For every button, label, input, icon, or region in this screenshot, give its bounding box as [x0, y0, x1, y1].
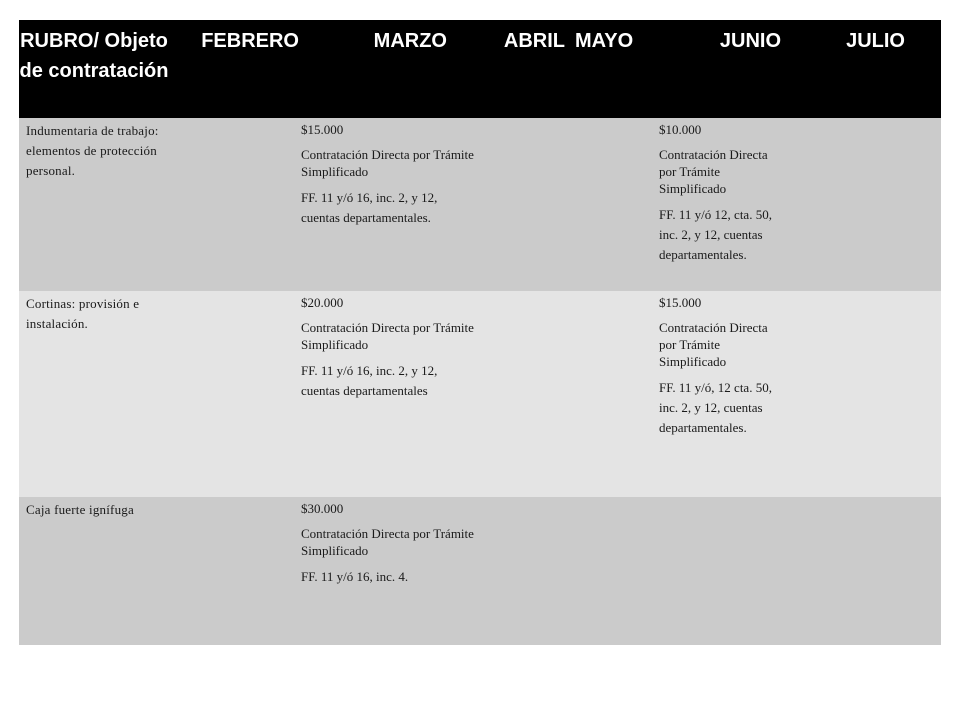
header-abril: ABRIL [503, 30, 565, 52]
junio-cell [659, 291, 789, 497]
febrero-cell [169, 291, 299, 497]
julio-cell [789, 118, 941, 291]
abril-cell [479, 291, 569, 497]
marzo-cell [299, 291, 479, 497]
header-julio: JULIO [846, 30, 905, 52]
table-row [19, 497, 941, 645]
febrero-cell [169, 497, 299, 645]
header-mayo: MAYO [575, 30, 634, 52]
febrero-cell [169, 118, 299, 291]
abril-cell [479, 497, 569, 645]
marzo-cell [299, 118, 479, 291]
mayo-cell [569, 118, 659, 291]
table-row [19, 118, 941, 291]
rubro-cell: Cortinas: provisión e instalación. [26, 296, 140, 331]
procedure-text: Contratación Directa por Trámite Simplificado [301, 526, 474, 558]
junio-cell [659, 118, 789, 291]
amount-text: $20.000 [301, 295, 344, 310]
table-header-row [19, 20, 941, 118]
table-row [19, 291, 941, 497]
amount-text: $30.000 [301, 501, 344, 516]
amount-text: $15.000 [301, 122, 344, 137]
funding-text: FF. 11 y/ó 16, inc. 4. [301, 569, 409, 584]
procedure-text: Contratación Directa por Trámite Simplificado [301, 147, 474, 179]
procurement-schedule-table [19, 20, 941, 645]
header-marzo: MARZO [373, 30, 447, 52]
rubro-cell: Caja fuerte ignífuga [26, 502, 134, 517]
header-febrero: FEBRERO [201, 30, 299, 52]
junio-cell [659, 497, 789, 645]
header-junio: JUNIO [719, 30, 781, 52]
rubro-cell: Indumentaria de trabajo: elementos de protección personal. [26, 123, 159, 178]
mayo-cell [569, 291, 659, 497]
header-rubro: RUBRO/ Objeto de contratación [19, 30, 169, 82]
mayo-cell [569, 497, 659, 645]
amount-text: $10.000 [659, 122, 702, 137]
marzo-cell [299, 497, 479, 645]
funding-text: FF. 11 y/ó, 12 cta. 50, inc. 2, y 12, cuentas departamentales. [659, 380, 772, 435]
funding-text: FF. 11 y/ó 12, cta. 50, inc. 2, y 12, cuentas departamentales. [659, 207, 772, 262]
funding-text: FF. 11 y/ó 16, inc. 2, y 12, cuentas departamentales [301, 363, 438, 398]
julio-cell [789, 497, 941, 645]
julio-cell [789, 291, 941, 497]
abril-cell [479, 118, 569, 291]
amount-text: $15.000 [659, 295, 702, 310]
funding-text: FF. 11 y/ó 16, inc. 2, y 12, cuentas departamentales. [301, 190, 438, 225]
procedure-text: Contratación Directa por Trámite Simplificado [659, 320, 768, 369]
procedure-text: Contratación Directa por Trámite Simplificado [301, 320, 474, 352]
procedure-text: Contratación Directa por Trámite Simplificado [659, 147, 768, 196]
